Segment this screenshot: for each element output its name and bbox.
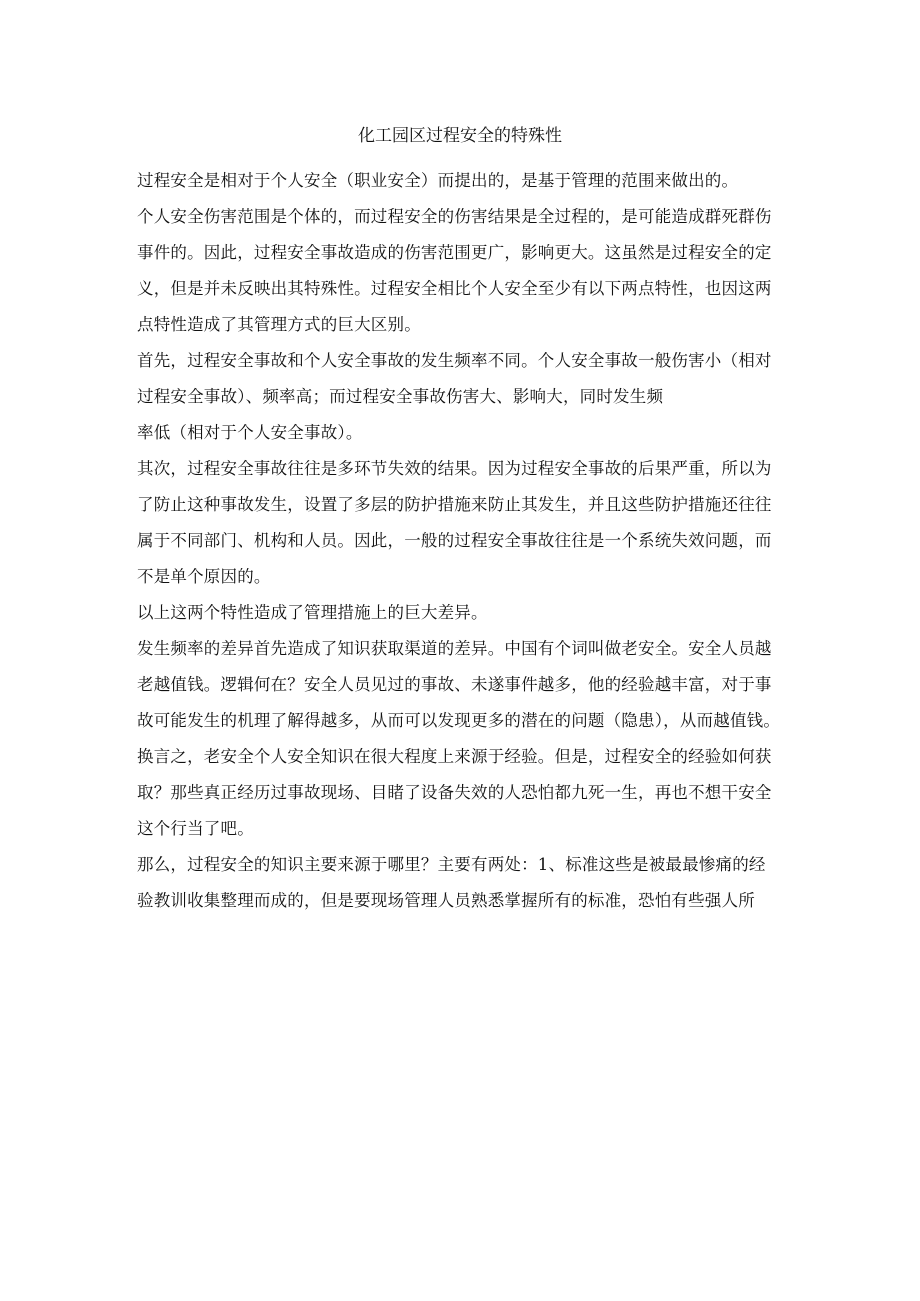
text-line: 其次，过程安全事故往往是多环节失效的结果。因为过程安全事故的后果严重，所以为: [137, 459, 772, 478]
text-line: 首先，过程安全事故和个人安全事故的发生频率不同。个人安全事故一般伤害小（相对: [137, 351, 772, 370]
text-line: 事件的。因此，过程安全事故造成的伤害范围更广，影响更大。这虽然是过程安全的定: [137, 243, 772, 262]
text-line: 发生频率的差异首先造成了知识获取渠道的差异。中国有个词叫做老安全。安全人员越: [137, 639, 772, 658]
text-line: 换言之，老安全个人安全知识在很大程度上来源于经验。但是，过程安全的经验如何获: [137, 747, 772, 766]
paragraph: [137, 631, 787, 847]
text-line: 不是单个原因的。: [137, 567, 271, 586]
text-line: 验教训收集整理而成的，但是要现场管理人员熟悉掌握所有的标准，恐怕有些强人所: [137, 891, 755, 910]
text-line: 个人安全伤害范围是个体的，而过程安全的伤害结果是全过程的，是可能造成群死群伤: [137, 207, 772, 226]
document-title: 化工园区过程安全的特殊性: [358, 126, 562, 146]
document-body: [137, 163, 787, 919]
text-line: 义，但是并未反映出其特殊性。过程安全相比个人安全至少有以下两点特性，也因这两: [137, 279, 772, 298]
text-line: 率低（相对于个人安全事故）。: [137, 423, 363, 442]
text-line: 老越值钱。逻辑何在？安全人员见过的事故、未遂事件越多，他的经验越丰富，对于事: [137, 675, 772, 694]
paragraph: [137, 595, 787, 631]
paragraph: [137, 199, 787, 343]
text-line: 取？那些真正经历过事故现场、目睹了设备失效的人恐怕都九死一生，再也不想干安全: [137, 783, 772, 802]
text-line: 属于不同部门、机构和人员。因此，一般的过程安全事故往往是一个系统失效问题，而: [137, 531, 772, 550]
paragraph: [137, 163, 787, 199]
text-line: 那么，过程安全的知识主要来源于哪里？主要有两处：1、标准这些是被最最惨痛的经: [137, 855, 766, 874]
text-line: 过程安全是相对于个人安全（职业安全）而提出的，是基于管理的范围来做出的。: [137, 171, 739, 190]
text-line: 这个行当了吧。: [137, 819, 254, 838]
text-line: 故可能发生的机理了解得越多，从而可以发现更多的潜在的问题（隐患），从而越值钱。: [137, 711, 781, 730]
text-line: 以上这两个特性造成了管理措施上的巨大差异。: [137, 603, 488, 622]
paragraph: [137, 451, 787, 595]
text-line: 点特性造成了其管理方式的巨大区别。: [137, 315, 421, 334]
paragraph: [137, 847, 787, 919]
text-line: 过程安全事故）、频率高；而过程安全事故伤害大、影响大，同时发生频: [137, 387, 664, 406]
paragraph: [137, 343, 787, 451]
text-line: 了防止这种事故发生，设置了多层的防护措施来防止其发生，并且这些防护措施还往往: [137, 495, 772, 514]
